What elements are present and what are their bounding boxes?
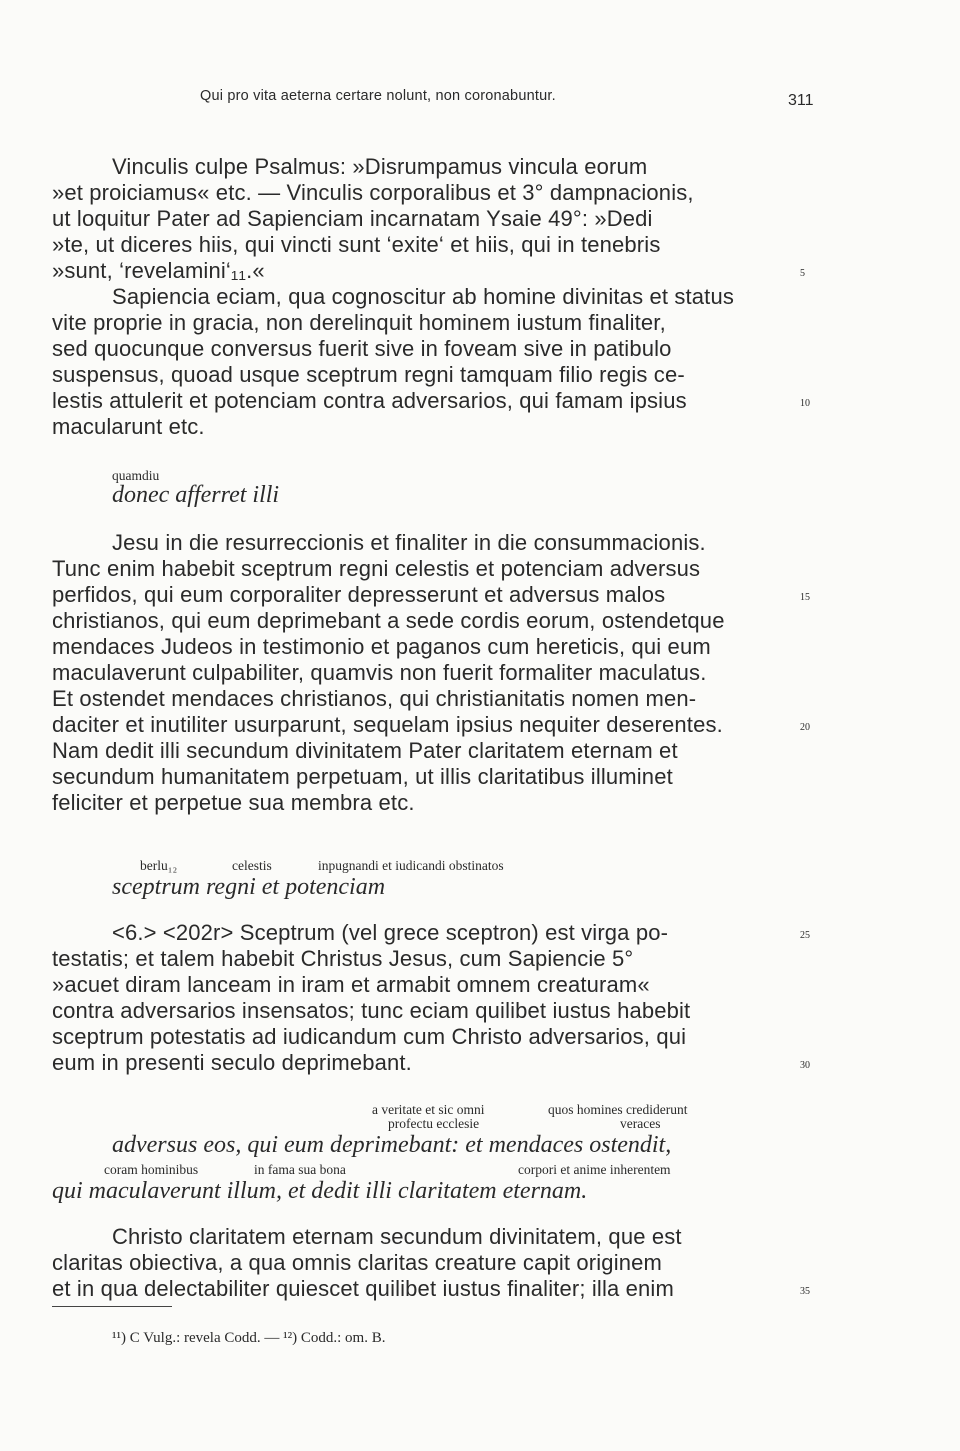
interlinear-gloss: celestis: [232, 858, 272, 873]
text-line: testatis; et talem habebit Christus Jesus, cum Sapiencie 5°: [52, 946, 634, 971]
interlinear-gloss: coram hominibus: [104, 1162, 199, 1177]
text-line: vite proprie in gracia, non derelinquit hominem iustum finaliter,: [52, 310, 666, 335]
line-number: 30: [800, 1060, 810, 1071]
lemma-text: donec afferret illi: [112, 482, 280, 508]
text-line: secundum humanitatem perpetuam, ut illis claritatibus illuminet: [52, 764, 673, 789]
text-line: feliciter et perpetue sua membra etc.: [52, 790, 415, 815]
running-title: Qui pro vita aeterna certare nolunt, non coronabuntur.: [200, 88, 556, 104]
interlinear-gloss: corpori et anime inherentem: [518, 1162, 671, 1177]
text-line: daciter et inutiliter usurparunt, sequelam ipsius nequiter deserentes.: [52, 712, 723, 737]
interlinear-gloss: a veritate et sic omni: [372, 1102, 485, 1117]
text-line: eum in presenti seculo deprimebant.: [52, 1050, 412, 1075]
text-line: suspensus, quoad usque sceptrum regni tamquam filio regis ce-: [52, 362, 685, 387]
text-line: sed quocunque conversus fuerit sive in foveam sive in patibulo: [52, 336, 672, 361]
text-line: Nam dedit illi secundum divinitatem Pater claritatem eternam et: [52, 738, 678, 763]
line-number: 20: [800, 722, 810, 733]
lemma-text: adversus eos, qui eum deprimebant: et mendaces ostendit,: [112, 1132, 672, 1158]
text-line: Christo claritatem eternam secundum divinitatem, que est: [112, 1224, 682, 1249]
line-number: 10: [800, 398, 810, 409]
lemma-text: sceptrum regni et potenciam: [112, 874, 386, 900]
text-line: maculaverunt culpabiliter, quamvis non fuerit formaliter maculatus.: [52, 660, 707, 685]
line-number: 15: [800, 592, 810, 603]
text-line: ut loquitur Pater ad Sapienciam incarnatam Ysaie 49°: »Dedi: [52, 206, 653, 231]
text-line: macularunt etc.: [52, 414, 205, 439]
text-line: christianos, qui eum deprimebant a sede cordis eorum, ostendetque: [52, 608, 725, 633]
text-line: Vinculis culpe Psalmus: »Disrumpamus vincula eorum: [112, 154, 648, 179]
text-line: sceptrum potestatis ad iudicandum cum Christo adversarios, qui: [52, 1024, 687, 1049]
text-line: Jesu in die resurreccionis et finaliter in die consummacionis.: [112, 530, 706, 555]
text-line: Et ostendet mendaces christianos, qui christianitatis nomen men-: [52, 686, 697, 711]
text-line: lestis attulerit et potenciam contra adversarios, qui famam ipsius: [52, 388, 687, 413]
line-number: 25: [800, 930, 810, 941]
footnote-divider: [52, 1306, 172, 1307]
page-number: 311: [788, 92, 814, 109]
interlinear-gloss: berlu₁₂: [140, 858, 178, 873]
lemma-text: qui maculaverunt illum, et dedit illi claritatem eternam.: [52, 1178, 588, 1204]
interlinear-gloss: inpugnandi et iudicandi obstinatos: [318, 858, 504, 873]
text-line: »et proiciamus« etc. — Vinculis corporalibus et 3° dampnacionis,: [52, 180, 694, 205]
text-line: <6.> <202r> Sceptrum (vel grece sceptron) est virga po-: [112, 920, 669, 945]
text-line: perfidos, qui eum corporaliter depresserunt et adversus malos: [52, 582, 666, 607]
text-line: Sapiencia eciam, qua cognoscitur ab homine divinitas et status: [112, 284, 734, 309]
text-line: claritas obiectiva, a qua omnis claritas creature capit originem: [52, 1250, 662, 1275]
interlinear-gloss: veraces: [620, 1116, 661, 1131]
text-line: mendaces Judeos in testimonio et paganos cum hereticis, qui eum: [52, 634, 711, 659]
text-line: contra adversarios insensatos; tunc eciam quilibet iustus habebit: [52, 998, 691, 1023]
interlinear-gloss: profectu ecclesie: [388, 1116, 480, 1131]
interlinear-gloss: quamdiu: [112, 468, 160, 483]
text-line: »sunt, ‘revelamini‘₁₁.«: [52, 258, 265, 283]
text-line: »acuet diram lanceam in iram et armabit omnem creaturam«: [52, 972, 650, 997]
interlinear-gloss: quos homines crediderunt: [548, 1102, 688, 1117]
text-line: Tunc enim habebit sceptrum regni celestis et potenciam adversus: [52, 556, 701, 581]
line-number: 5: [800, 268, 805, 279]
footnote: ¹¹) C Vulg.: revela Codd. — ¹²) Codd.: om. B.: [112, 1330, 386, 1346]
text-line: »te, ut diceres hiis, qui vincti sunt ‘exite‘ et hiis, qui in tenebris: [52, 232, 661, 257]
interlinear-gloss: in fama sua bona: [254, 1162, 346, 1177]
text-line: et in qua delectabiliter quiescet quilibet iustus finaliter; illa enim: [52, 1276, 674, 1301]
line-number: 35: [800, 1286, 810, 1297]
